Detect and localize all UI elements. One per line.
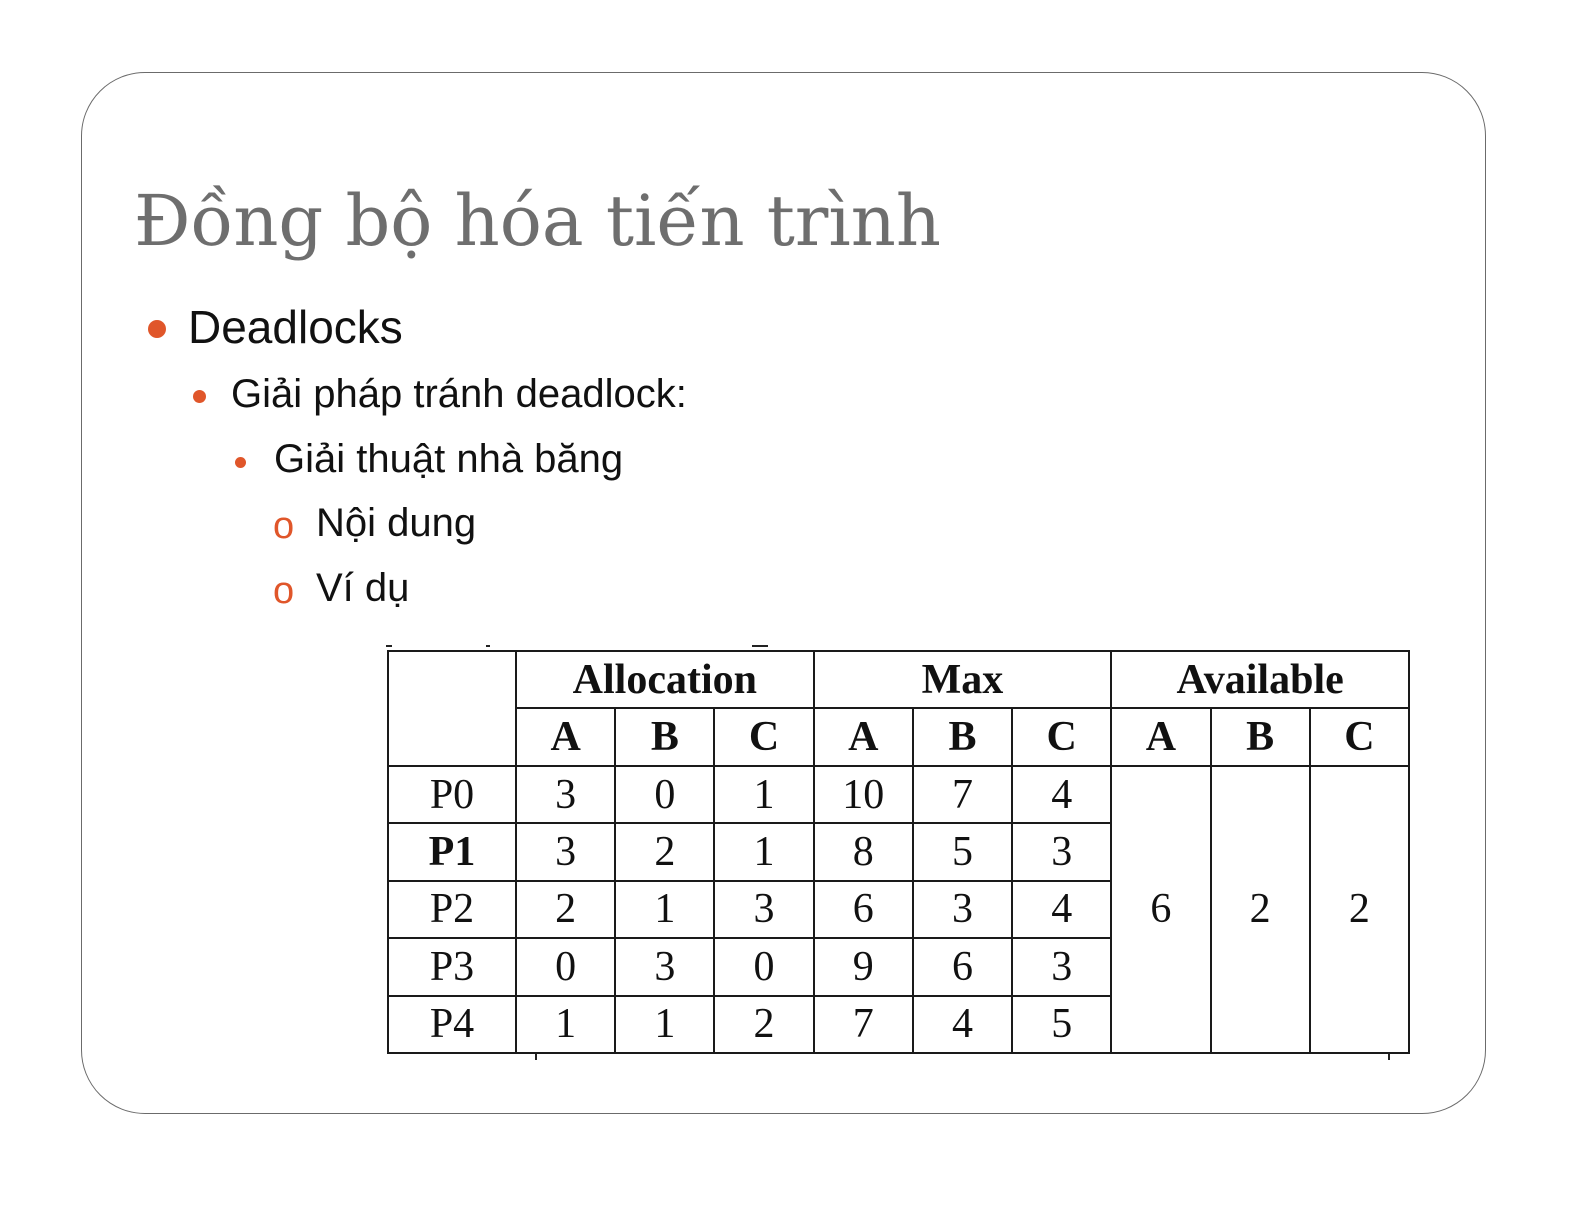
available-a: 6	[1111, 766, 1210, 1053]
table-cell: 7	[814, 996, 913, 1053]
table-cell: 3	[1012, 938, 1111, 995]
table-cell: 5	[913, 823, 1012, 880]
slide-title: Đồng bộ hóa tiến trình	[134, 180, 941, 262]
table-cell: 2	[615, 823, 714, 880]
table-cell: 4	[1012, 881, 1111, 938]
table-cell: 1	[714, 766, 813, 823]
table-cell: 3	[1012, 823, 1111, 880]
subheader-b: B	[615, 708, 714, 765]
table-cell: 3	[615, 938, 714, 995]
bullet-example: Ví dụ	[316, 566, 410, 610]
table-cell: 0	[615, 766, 714, 823]
table-cell: 0	[714, 938, 813, 995]
circle-bullet-icon: o	[273, 505, 295, 547]
table-cell: 10	[814, 766, 913, 823]
bullet-dot-icon	[148, 320, 166, 338]
bankers-table	[387, 650, 1410, 1054]
table-cell: 1	[714, 823, 813, 880]
crop-artifact	[386, 645, 392, 647]
bullet-deadlocks: Deadlocks	[188, 301, 403, 353]
circle-bullet-icon: o	[273, 570, 295, 612]
header-available: Available	[1111, 651, 1409, 708]
subheader-a: A	[1111, 708, 1210, 765]
table-cell: 1	[615, 881, 714, 938]
table-cell: 3	[913, 881, 1012, 938]
subheader-b: B	[913, 708, 1012, 765]
subheader-a: A	[814, 708, 913, 765]
header-allocation: Allocation	[516, 651, 814, 708]
crop-artifact	[1388, 1054, 1390, 1060]
bullet-bankers-algorithm: Giải thuật nhà băng	[274, 437, 624, 481]
process-id: P4	[388, 996, 516, 1053]
bullet-avoid-deadlock: Giải pháp tránh deadlock:	[231, 372, 687, 416]
bullet-dot-icon	[235, 457, 246, 468]
process-id: P0	[388, 766, 516, 823]
subheader-c: C	[1012, 708, 1111, 765]
table-cell: 3	[516, 766, 615, 823]
table-corner	[388, 651, 516, 766]
crop-artifact	[752, 645, 768, 647]
table-cell: 6	[913, 938, 1012, 995]
process-id: P2	[388, 881, 516, 938]
table-cell: 6	[814, 881, 913, 938]
table-cell: 3	[516, 823, 615, 880]
available-c: 2	[1310, 766, 1409, 1053]
header-max: Max	[814, 651, 1112, 708]
available-b: 2	[1211, 766, 1310, 1053]
subheader-c: C	[714, 708, 813, 765]
table-cell: 0	[516, 938, 615, 995]
table-cell: 1	[615, 996, 714, 1053]
crop-artifact	[535, 1054, 537, 1060]
bullet-dot-icon	[193, 390, 206, 403]
subheader-b: B	[1211, 708, 1310, 765]
table-cell: 1	[516, 996, 615, 1053]
table-cell: 4	[913, 996, 1012, 1053]
process-id: P1	[388, 823, 516, 880]
table-cell: 7	[913, 766, 1012, 823]
bullet-content: Nội dung	[316, 501, 477, 545]
table-cell: 5	[1012, 996, 1111, 1053]
subheader-c: C	[1310, 708, 1409, 765]
table-cell: 2	[516, 881, 615, 938]
crop-artifact	[486, 645, 490, 647]
table-cell: 8	[814, 823, 913, 880]
process-id: P3	[388, 938, 516, 995]
table-cell: 3	[714, 881, 813, 938]
table-cell: 2	[714, 996, 813, 1053]
table-cell: 4	[1012, 766, 1111, 823]
table-row	[388, 766, 1409, 823]
subheader-a: A	[516, 708, 615, 765]
table-cell: 9	[814, 938, 913, 995]
